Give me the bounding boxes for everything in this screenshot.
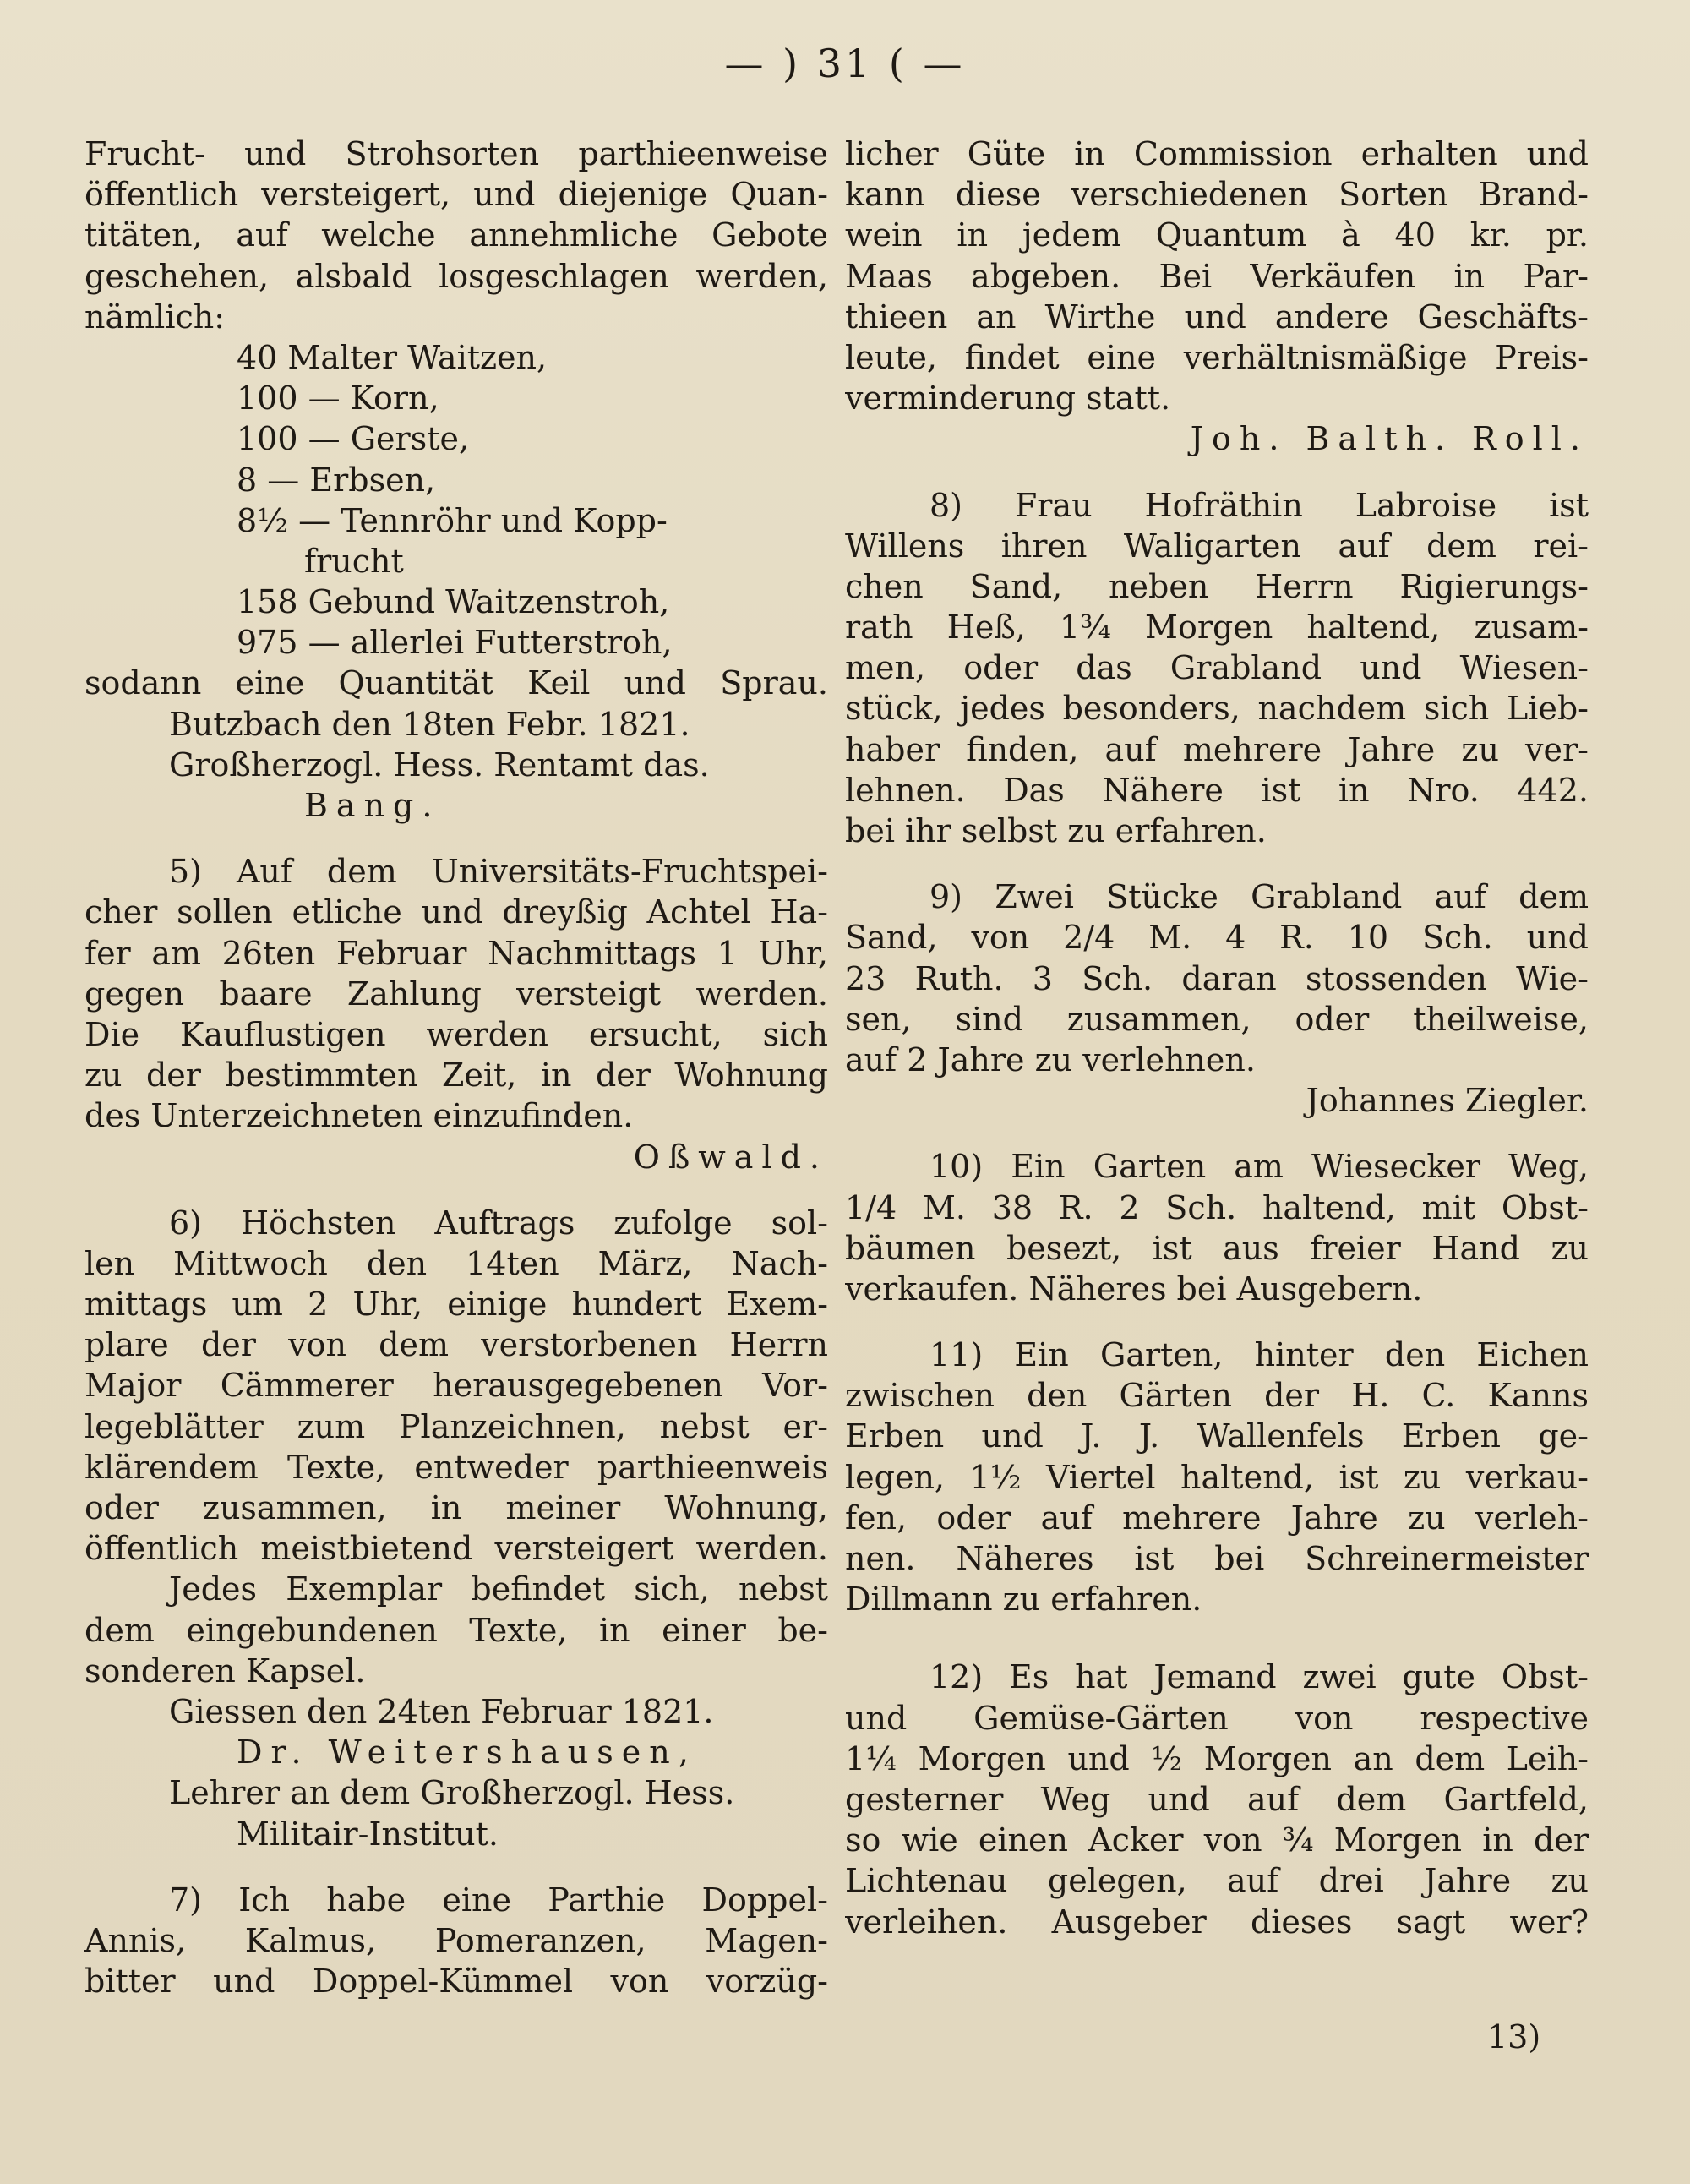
text-line: Jedes Exemplar befindet sich, nebst bbox=[169, 1570, 828, 1608]
text-line: 100 — Korn, bbox=[237, 379, 439, 418]
text-line: Annis, Kalmus, Pomeranzen, Magen- bbox=[84, 1921, 828, 1959]
page-number: — ) 31 ( — bbox=[724, 41, 966, 86]
text-line: Erben und J. J. Wallenfels Erben ge- bbox=[845, 1417, 1589, 1455]
text-line: bitter und Doppel-Kümmel von vorzüg- bbox=[84, 1963, 828, 2001]
text-line: 40 Malter Waitzen, bbox=[237, 338, 548, 376]
paragraph-gap bbox=[845, 851, 1589, 876]
text-line: Oßwald. bbox=[633, 1138, 828, 1176]
text-line: 6) Höchsten Auftrags zufolge sol- bbox=[169, 1204, 828, 1242]
text-line: leute, findet eine verhältnismäßige Preis- bbox=[845, 338, 1589, 376]
text-line: 1/4 M. 38 R. 2 Sch. haltend, mit Obst- bbox=[845, 1188, 1589, 1226]
text-line: Die Kauflustigen werden ersucht, sich bbox=[84, 1015, 828, 1053]
text-line: legeblätter zum Planzeichnen, nebst er- bbox=[84, 1407, 828, 1445]
text-line: Sand, von 2/4 M. 4 R. 10 Sch. und bbox=[845, 919, 1589, 957]
text-line: wein in jedem Quantum à 40 kr. pr. bbox=[845, 216, 1589, 254]
paragraph-gap bbox=[84, 1177, 828, 1203]
text-line: len Mittwoch den 14ten März, Nach- bbox=[84, 1244, 828, 1282]
text-line: lehnen. Das Nähere ist in Nro. 442. bbox=[845, 771, 1589, 809]
text-line: dem eingebundenen Texte, in einer be- bbox=[84, 1611, 828, 1649]
text-line: Lehrer an dem Großherzogl. Hess. bbox=[169, 1774, 735, 1812]
text-line: licher Güte in Commission erhalten und bbox=[845, 135, 1589, 172]
text-line: gesterner Weg und auf dem Gartfeld, bbox=[845, 1780, 1589, 1818]
paragraph-gap bbox=[84, 826, 828, 851]
text-line: verkaufen. Näheres bei Ausgebern. bbox=[845, 1269, 1423, 1308]
text-line: klärendem Texte, entweder parthieenweis bbox=[84, 1448, 828, 1486]
text-line: Lichtenau gelegen, auf drei Jahre zu bbox=[845, 1862, 1589, 1900]
text-line: Major Cämmerer herausgegebenen Vor- bbox=[84, 1367, 828, 1405]
text-line: und Gemüse-Gärten von respective bbox=[845, 1699, 1589, 1737]
text-line: kann diese verschiedenen Sorten Brand- bbox=[845, 176, 1589, 214]
text-line: plare der von dem verstorbenen Herrn bbox=[84, 1326, 828, 1364]
text-line: thieen an Wirthe und andere Geschäfts- bbox=[845, 298, 1589, 336]
text-line: 8) Frau Hofräthin Labroise ist bbox=[930, 486, 1589, 524]
text-line: zwischen den Gärten der H. C. Kanns bbox=[845, 1377, 1589, 1415]
right-column bbox=[845, 134, 1589, 1942]
text-line: rath Heß, 1¾ Morgen haltend, zusam- bbox=[845, 609, 1589, 647]
paragraph-gap bbox=[845, 460, 1589, 485]
text-line: des Unterzeichneten einzufinden. bbox=[84, 1097, 634, 1135]
text-line: oder zusammen, in meiner Wohnung, bbox=[84, 1489, 828, 1526]
text-line: Frucht- und Strohsorten parthieenweise bbox=[84, 135, 828, 172]
text-line: Giessen den 24ten Februar 1821. bbox=[169, 1692, 714, 1730]
text-line: mittags um 2 Uhr, einige hundert Exem- bbox=[84, 1286, 828, 1324]
text-line: Willens ihren Waligarten auf dem rei- bbox=[845, 527, 1589, 565]
text-line: gegen baare Zahlung versteigt werden. bbox=[84, 975, 828, 1013]
text-line: geschehen, alsbald losgeschlagen werden, bbox=[84, 257, 828, 295]
text-line: stück, jedes besonders, nachdem sich Lieb- bbox=[845, 690, 1589, 728]
text-line: öffentlich meistbietend versteigert werden. bbox=[84, 1530, 828, 1568]
text-line: fen, oder auf mehrere Jahre zu verleh- bbox=[845, 1499, 1589, 1537]
text-line: 1¼ Morgen und ½ Morgen an dem Leih- bbox=[845, 1739, 1589, 1777]
text-line: auf 2 Jahre zu verlehnen. bbox=[845, 1040, 1256, 1078]
text-line: Militair-Institut. bbox=[237, 1815, 499, 1853]
text-line: Dillmann zu erfahren. bbox=[845, 1581, 1202, 1619]
text-line: 7) Ich habe eine Parthie Doppel- bbox=[169, 1881, 828, 1919]
text-line: haber finden, auf mehrere Jahre zu ver- bbox=[845, 730, 1589, 768]
text-line: verminderung statt. bbox=[845, 379, 1171, 418]
text-line: sonderen Kapsel. bbox=[84, 1652, 366, 1690]
text-line: men, oder das Grabland und Wiesen- bbox=[845, 649, 1589, 687]
text-line: 23 Ruth. 3 Sch. daran stossenden Wie- bbox=[845, 959, 1589, 997]
text-line: so wie einen Acker von ¾ Morgen in der bbox=[845, 1821, 1589, 1859]
left-column bbox=[84, 134, 828, 2001]
text-line: fer am 26ten Februar Nachmittags 1 Uhr, bbox=[84, 934, 828, 972]
text-line: öffentlich versteigert, und diejenige Quan- bbox=[84, 176, 828, 214]
text-line: 100 — Gerste, bbox=[237, 420, 470, 458]
text-line: 5) Auf dem Universitäts-Fruchtspei- bbox=[169, 853, 828, 891]
text-line: verleihen. Ausgeber dieses sagt wer? bbox=[845, 1903, 1589, 1941]
text-line: frucht bbox=[304, 542, 404, 580]
paragraph-gap bbox=[845, 1619, 1589, 1657]
text-line: 9) Zwei Stücke Grabland auf dem bbox=[930, 878, 1589, 916]
text-line: legen, 1½ Viertel haltend, ist zu verkau- bbox=[845, 1458, 1589, 1496]
text-line: 8 — Erbsen, bbox=[237, 461, 436, 499]
text-line: Butzbach den 18ten Febr. 1821. bbox=[169, 705, 690, 743]
text-line: Großherzogl. Hess. Rentamt das. bbox=[169, 745, 710, 784]
text-line: sen, sind zusammen, oder theilweise, bbox=[845, 1000, 1589, 1038]
paragraph-gap bbox=[845, 1121, 1589, 1146]
text-line: zu der bestimmten Zeit, in der Wohnung bbox=[84, 1057, 828, 1095]
text-line: 158 Gebund Waitzenstroh, bbox=[237, 583, 670, 621]
catchword: 13) bbox=[1487, 2018, 1541, 2056]
text-line: cher sollen etliche und dreyßig Achtel Ha- bbox=[84, 893, 828, 931]
paragraph-gap bbox=[845, 1309, 1589, 1335]
text-line: 11) Ein Garten, hinter den Eichen bbox=[930, 1336, 1589, 1374]
text-line: 975 — allerlei Futterstroh, bbox=[237, 624, 673, 662]
text-line: 10) Ein Garten am Wiesecker Weg, bbox=[930, 1148, 1589, 1186]
text-line: nen. Näheres ist bei Schreinermeister bbox=[845, 1540, 1589, 1577]
text-line: Johannes Ziegler. bbox=[1306, 1082, 1589, 1120]
text-line: Joh. Balth. Roll. bbox=[1190, 420, 1589, 458]
paragraph-gap bbox=[84, 1854, 828, 1880]
text-line: 8½ — Tennröhr und Kopp- bbox=[237, 501, 668, 539]
text-line: sodann eine Quantität Keil und Sprau. bbox=[84, 664, 828, 702]
text-line: titäten, auf welche annehmliche Gebote bbox=[84, 216, 828, 254]
text-line: Maas abgeben. Bei Verkäufen in Par- bbox=[845, 257, 1589, 295]
text-line: bäumen besezt, ist aus freier Hand zu bbox=[845, 1229, 1589, 1267]
text-line: Dr. Weitershausen, bbox=[237, 1734, 697, 1772]
text-line: 12) Es hat Jemand zwei gute Obst- bbox=[930, 1658, 1589, 1696]
text-line: bei ihr selbst zu erfahren. bbox=[845, 812, 1267, 849]
text-line: Bang. bbox=[304, 787, 441, 824]
text-line: chen Sand, neben Herrn Rigierungs- bbox=[845, 567, 1589, 605]
text-line: nämlich: bbox=[84, 298, 226, 336]
